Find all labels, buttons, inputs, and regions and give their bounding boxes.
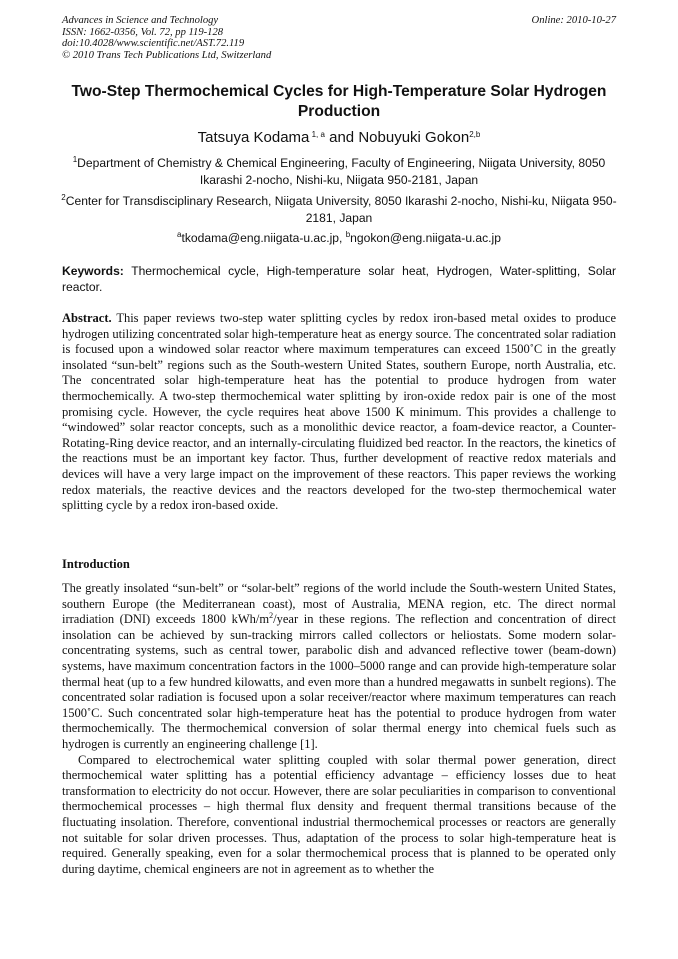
- email-b-marker: b: [345, 230, 351, 239]
- online-date: Online: 2010-10-27: [531, 15, 616, 26]
- author-2-superscript: 2,b: [469, 130, 481, 139]
- abstract-block: [62, 311, 616, 514]
- intro-p1-part-a: The greatly insolated “sun-belt” or “solar-belt” regions of the world include the South-western United States, southern Europe (the Mediterranean coast), most of Australia, MENA region, etc. The direct normal irradiation (DNI) exceeds 1800 kWh/m: [62, 581, 616, 627]
- affiliation-1-number: 1: [72, 155, 78, 164]
- intro-p1-superscript: 2: [269, 611, 274, 621]
- abstract-text: This paper reviews two-step water splitting cycles by redox iron-based metal oxides to produce hydrogen utilizing concentrated solar high-temperature heat as energy source. The concentrated solar radiation is focused upon a windowed solar reactor where maximum temperatures can exceed 1500˚C in the greatly insolated “sun-belt” regions such as the South-western United States, southern Europe, north Australia, etc. The concentrated solar high-temperature heat has the potential to produce hydrogen from water thermochemically. A two-step thermochemical water splitting by iron-oxide redox pair is one of the most promising cycle. However, the cycle requires heat above 1500 K minimum. This provides a challenge to “windowed” solar reactor concepts, such as a monolithic device reactor, a foam-device reactor, a Counter-Rotating-Ring device reactor, and an internally-circulating fluidized bed reactor. In the reactors, the kinetics of the reactions must be an important key factor. Thus, further development of reactive redox materials and devices will have a very large impact on the improvement of these reactors. This paper reviews the working redox materials, the reactive devices and the reactors developed for the two-step thermochemical water splitting cycle by a redox iron-based oxide.: [62, 311, 616, 513]
- author-1: Tatsuya Kodama: [197, 129, 310, 146]
- author-1-superscript: 1, a: [309, 130, 325, 139]
- issn-line: ISSN: 1662-0356, Vol. 72, pp 119-128: [62, 26, 224, 38]
- affiliation-2: [60, 193, 618, 227]
- doi-line: doi:10.4028/www.scientific.net/AST.72.119: [62, 38, 245, 50]
- keywords-label: Keywords:: [62, 264, 124, 278]
- paper-title: Two-Step Thermochemical Cycles for High-Temperature Solar Hydrogen Production: [71, 83, 607, 120]
- introduction-body: [62, 581, 616, 877]
- email-a-marker: a: [177, 230, 182, 239]
- email-a: tkodama@eng.niigata-u.ac.jp,: [181, 231, 346, 245]
- abstract-label: Abstract.: [62, 311, 112, 325]
- introduction-paragraph-1: [62, 581, 616, 753]
- author-emails: [60, 230, 618, 247]
- authors-conjunction: and: [324, 129, 359, 146]
- author-2: Nobuyuki Gokon: [358, 129, 470, 146]
- intro-p1-part-b: /year in these regions. The reflection and concentration of direct insolation can be achieved by sun-tracking mirrors called collectors or heliostats. Some modern solar-concentrating systems, such as central tower, parabolic dish and advanced reflective tower (beam-down) systems, have maximum concentration factors in the 1000–5000 range and can provide high-temperature solar thermal heat (up to a few hundred kilowatts, and even more than a hundred megawatts in sunbelt regions). The concentrated solar radiation is focused upon a solar receiver/reactor where maximum temperatures can reach 1500˚C. Such concentrated solar high-temperature heat has the potential to produce hydrogen from water thermochemically. The thermochemical conversion of solar thermal energy into chemical fuels such as hydrogen is currently an engineering challenge [1].: [62, 612, 616, 751]
- email-b: ngokon@eng.niigata-u.ac.jp: [350, 231, 501, 245]
- affiliation-1: [60, 155, 618, 189]
- journal-header: [62, 15, 616, 61]
- copyright-line: © 2010 Trans Tech Publications Ltd, Switzerland: [62, 49, 272, 61]
- keywords-text: Thermochemical cycle, High-temperature solar heat, Hydrogen, Water-splitting, Solar reactor.: [62, 264, 616, 294]
- introduction-paragraph-2: Compared to electrochemical water splitting coupled with solar thermal power generation, direct thermochemical water splitting has a potential efficiency advantage – efficiency losses due to heat transformation to electricity do not occur. However, there are solar peculiarities in comparison to conventional thermochemical processes – high thermal flux density and frequent thermal transitions because of the fluctuating insolation. Therefore, conventional industrial thermochemical processes or reactors are generally not suitable for solar driven processes. Thus, adaptation of the process to solar high-temperature heat is required. Generally speaking, even for a solar thermochemical process that is planned to be operated only during daytime, chemical engineers are not in agreement as to whether the: [62, 752, 616, 876]
- affiliation-2-text: Center for Transdisciplinary Research, Niigata University, 8050 Ikarashi 2-nocho, Nishi-ku, Niigata 950-2181, Japan: [65, 194, 617, 225]
- authors-line: [0, 129, 678, 146]
- affiliation-2-number: 2: [61, 193, 66, 202]
- introduction-heading: Introduction: [62, 557, 130, 571]
- affiliation-1-text: Department of Chemistry & Chemical Engineering, Faculty of Engineering, Niigata University, 8050 Ikarashi 2-nocho, Nishi-ku, Niigata 950-2181, Japan: [77, 156, 606, 187]
- keywords-block: [62, 263, 616, 295]
- journal-name: Advances in Science and Technology: [62, 15, 219, 26]
